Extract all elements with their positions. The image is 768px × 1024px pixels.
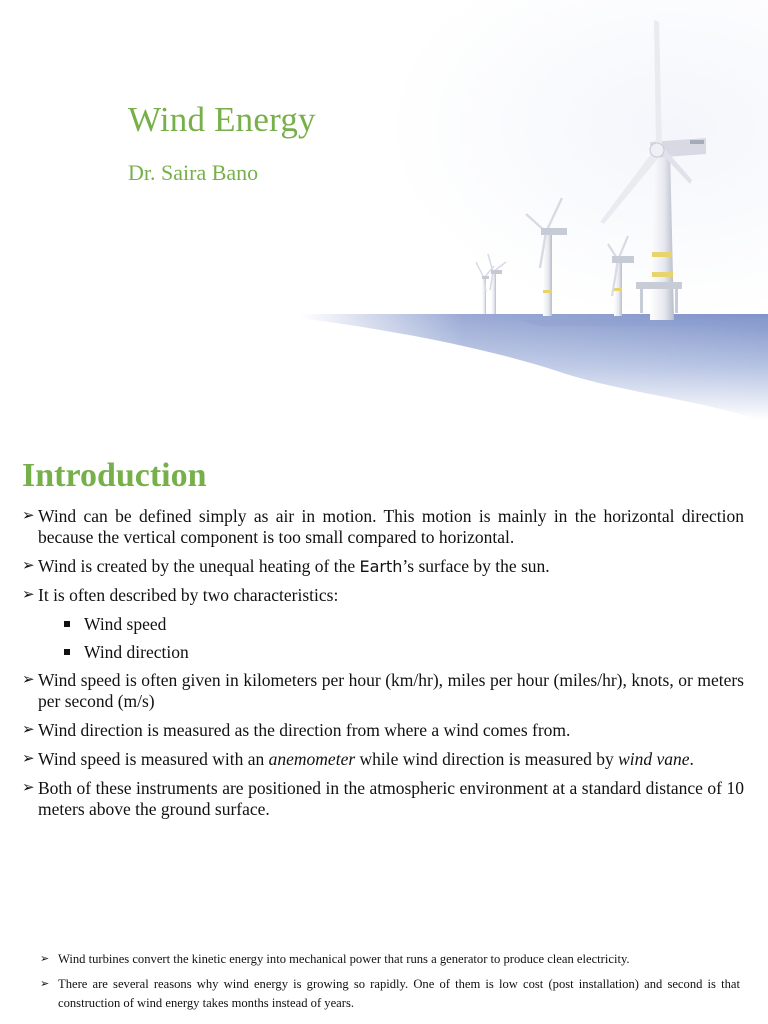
- bullet-text: .: [689, 749, 694, 769]
- list-item: [22, 778, 744, 820]
- author-name: Dr. Saira Bano: [128, 160, 259, 185]
- note-item: [40, 950, 740, 969]
- list-item: [22, 720, 744, 741]
- bullet-text-earth: Earth: [359, 557, 403, 576]
- note-text: There are several reasons why wind energy is growing so rapidly. One of them is low cost (post installation) and second is that construction of wind energy takes months instead of years.: [58, 977, 740, 1010]
- square-bullet-icon: [64, 621, 70, 627]
- bullet-text: ’s surface by the sun.: [402, 556, 550, 576]
- bullet-text: while wind direction is measured by: [355, 749, 619, 769]
- sub-bullet-text: Wind direction: [84, 642, 189, 662]
- section-heading: Introduction: [22, 457, 207, 494]
- note-text: Wind turbines convert the kinetic energy into mechanical power that runs a generator to produce clean electricity.: [58, 952, 630, 966]
- introduction-slide: [0, 440, 768, 860]
- arrow-bullet-icon: ➢: [22, 751, 35, 767]
- list-item: [22, 556, 744, 577]
- bullet-text: It is often described by two characteristics:: [38, 585, 339, 605]
- sub-list-item: [22, 614, 744, 635]
- bullet-text: Wind speed is measured with an: [38, 749, 269, 769]
- bullet-text: Wind can be defined simply as air in motion. This motion is mainly in the horizontal direction because the vertical component is too small compared to horizontal.: [38, 506, 744, 547]
- title-slide: [0, 0, 768, 420]
- arrow-bullet-icon: ➢: [22, 672, 35, 688]
- intro-bullet-list: [22, 506, 744, 828]
- sub-list-item: [22, 642, 744, 663]
- bullet-text-wind-vane: wind vane: [618, 749, 690, 769]
- bullet-text: Wind is created by the unequal heating of the: [38, 556, 360, 576]
- arrow-bullet-icon: ➢: [22, 558, 35, 574]
- list-item: [22, 585, 744, 606]
- bullet-text-anemometer: anemometer: [268, 749, 356, 769]
- arrow-bullet-icon: ➢: [40, 978, 50, 990]
- offshore-wind-turbines-image: [0, 0, 768, 420]
- arrow-bullet-icon: ➢: [22, 780, 35, 796]
- arrow-bullet-icon: ➢: [40, 953, 50, 965]
- bullet-text: Wind speed is often given in kilometers per hour (km/hr), miles per hour (miles/hr), knots, or meters per second (m/s): [38, 670, 744, 711]
- notes-list: [40, 950, 740, 1019]
- list-item: [22, 506, 744, 548]
- sub-bullet-text: Wind speed: [84, 614, 167, 634]
- list-item: [22, 670, 744, 712]
- arrow-bullet-icon: ➢: [22, 587, 35, 603]
- square-bullet-icon: [64, 649, 70, 655]
- note-item: [40, 975, 740, 1013]
- bullet-text: Wind direction is measured as the direction from where a wind comes from.: [38, 720, 571, 740]
- list-item: [22, 749, 744, 770]
- arrow-bullet-icon: ➢: [22, 722, 35, 738]
- bullet-text: Both of these instruments are positioned in the atmospheric environment at a standard distance of 10 meters above the ground surface.: [38, 778, 744, 819]
- presentation-title: Wind Energy: [128, 100, 316, 139]
- arrow-bullet-icon: ➢: [22, 508, 35, 524]
